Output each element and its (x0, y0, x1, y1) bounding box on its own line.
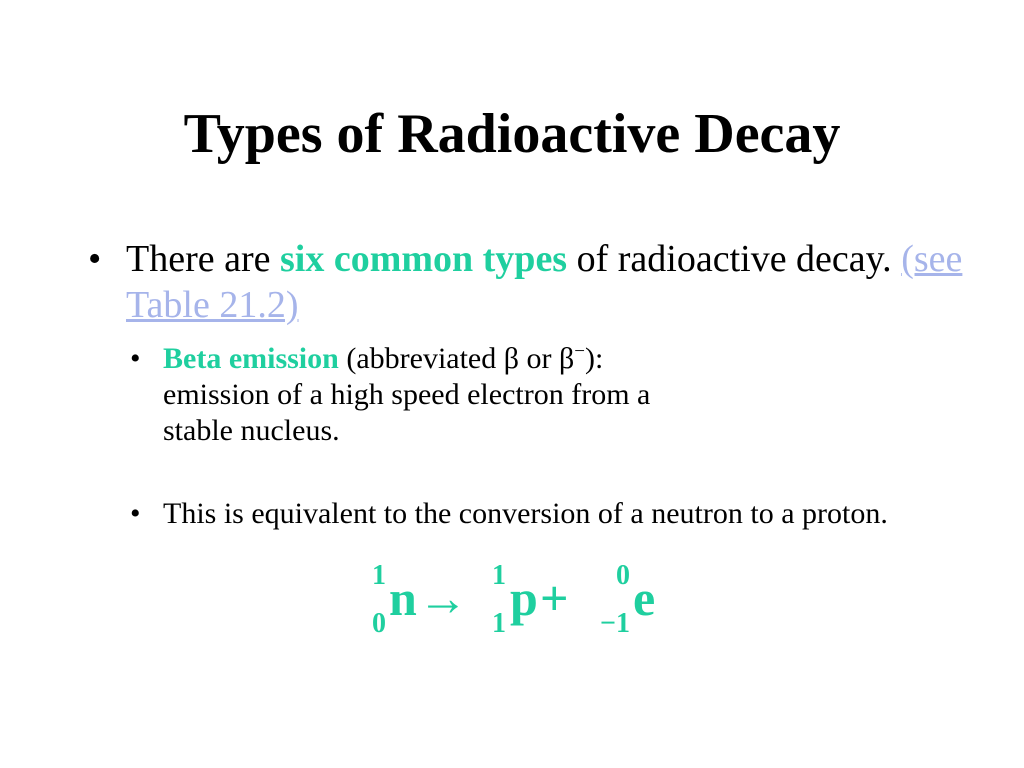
proton-mass-number: 1 (492, 560, 506, 591)
reaction-arrow: → (418, 570, 468, 626)
bullet-marker: • (88, 238, 102, 280)
proton-atomic-number: 1 (492, 608, 506, 639)
bullet-text-before: There are (126, 238, 280, 280)
term-beta-emission: Beta emission (163, 342, 339, 375)
bullet-six-types (88, 236, 968, 328)
beta-minus-symbol: β (559, 342, 575, 375)
sub-bullet-text (163, 341, 1010, 449)
electron-charge-number: −1 (600, 608, 630, 639)
neutron-mass-number: 1 (372, 560, 386, 591)
abbrev-or: or (519, 342, 560, 375)
sub-bullet-marker: • (130, 342, 141, 375)
slide-title: Types of Radioactive Decay (183, 103, 841, 165)
sub-bullet-text: This is equivalent to the conversion of a neutron to a proton. (163, 497, 888, 530)
table-reference-link[interactable]: (see Table 21.2) (126, 238, 963, 326)
neutron-symbol: n (389, 570, 417, 626)
minus-superscript: − (574, 341, 585, 362)
abbrev-open: (abbreviated (338, 342, 504, 375)
plus-sign: + (540, 570, 569, 626)
definition-line-2: stable nucleus. (163, 414, 340, 447)
electron-mass-number: 0 (616, 560, 630, 591)
bullet-text (126, 236, 968, 328)
sub-bullet-marker: • (130, 497, 141, 530)
proton-symbol: p (510, 570, 538, 626)
electron-symbol: e (633, 570, 656, 626)
sub-bullet-beta-emission (130, 341, 1010, 449)
highlight-six-common-types: six common types (280, 238, 568, 280)
neutron-atomic-number: 0 (372, 608, 386, 639)
definition-line-1: emission of a high speed electron from a (163, 378, 651, 411)
sub-bullet-neutron-conversion (130, 496, 1010, 532)
bullet-text-after: of radioactive decay. (567, 238, 902, 280)
abbrev-close: ): (585, 342, 604, 375)
beta-symbol: β (503, 342, 520, 375)
